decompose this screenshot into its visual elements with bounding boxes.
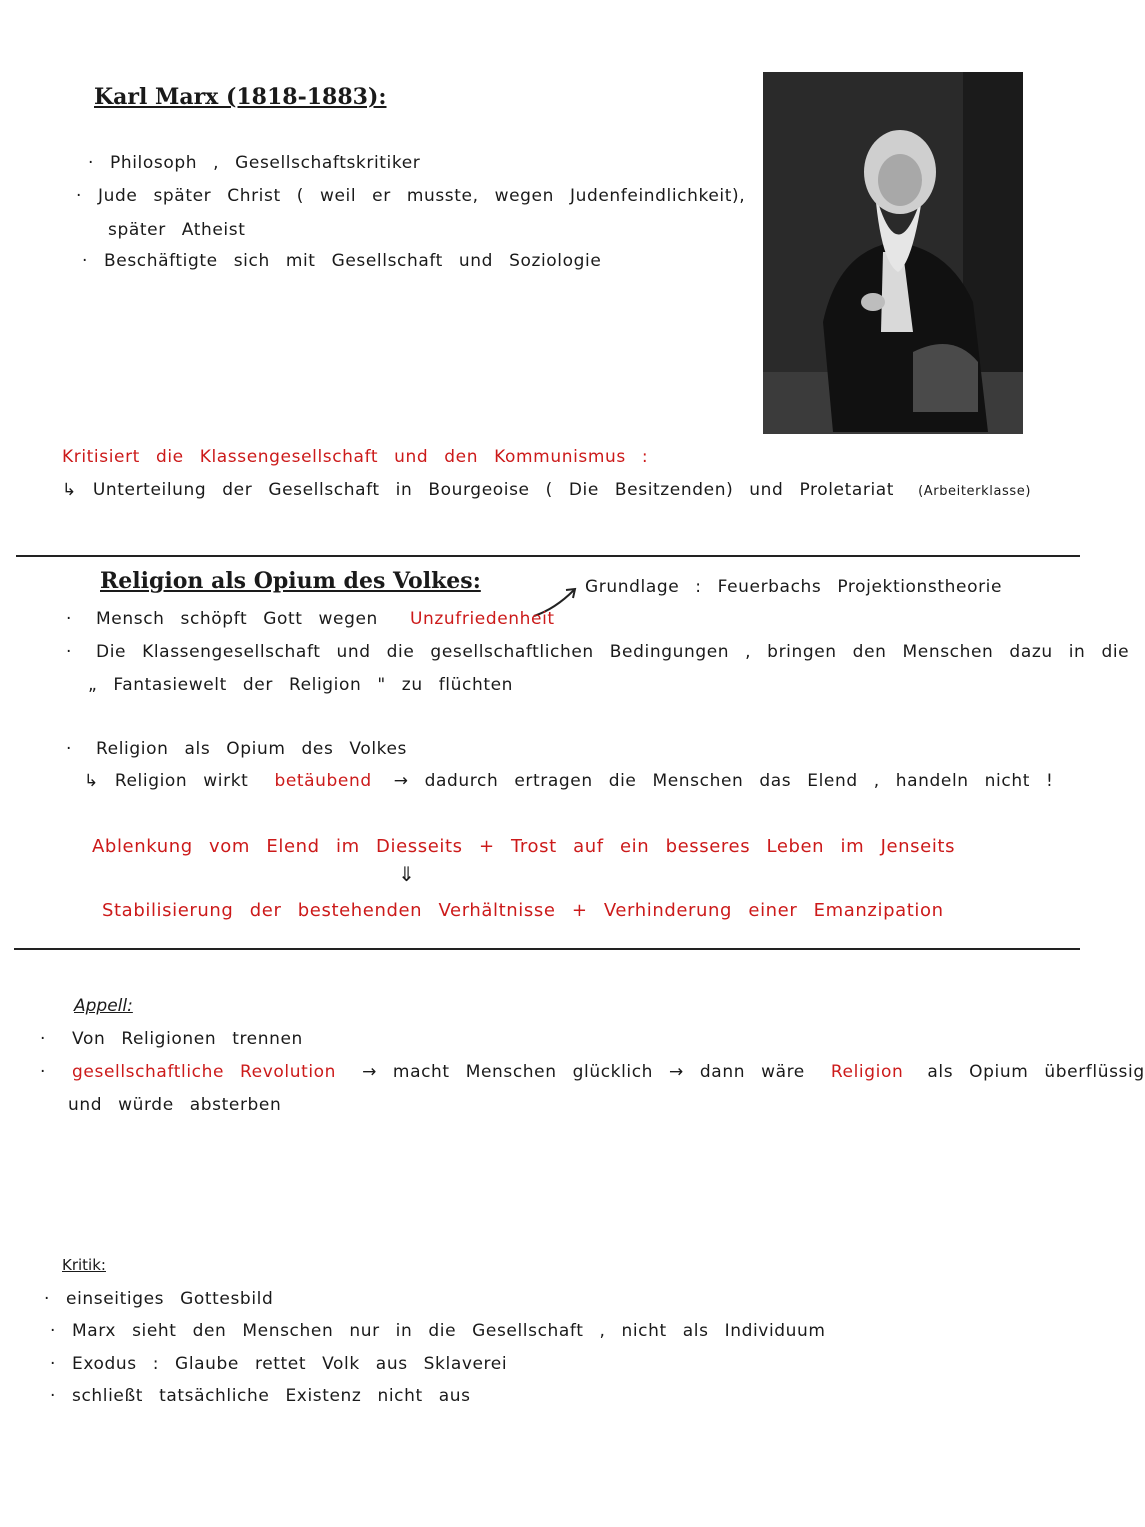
appeal-item: · Von Religionen trennen bbox=[40, 1029, 303, 1049]
religion-line-text: Religion als Opium des Volkes bbox=[96, 739, 408, 759]
down-arrow-icon: ⇓ bbox=[398, 862, 416, 886]
religion-line-text: Mensch schöpft Gott wegen bbox=[96, 609, 378, 629]
religion-line-text: ↳ Religion wirkt bbox=[84, 771, 249, 791]
religion-line bbox=[84, 771, 1053, 791]
appeal-item-text: als Opium überflüssig bbox=[927, 1062, 1145, 1082]
division-suffix: (Arbeiterklasse) bbox=[918, 484, 1032, 499]
religion-line-text: → dadurch ertragen die Menschen das Elend , handeln nicht ! bbox=[393, 771, 1054, 791]
karl-marx-portrait bbox=[763, 72, 1023, 434]
divider bbox=[16, 555, 1080, 557]
projection-theory-note: Grundlage : Feuerbachs Projektionstheorie bbox=[585, 577, 1003, 597]
highlight-dissatisfaction: Unzufriedenheit bbox=[409, 609, 555, 629]
critique-item: · Marx sieht den Menschen nur in die Gesellschaft , nicht als Individuum bbox=[50, 1321, 826, 1341]
critique-item: · einseitiges Gottesbild bbox=[44, 1289, 274, 1309]
bio-item: · Jude später Christ ( weil er musste, wegen Judenfeindlichkeit), bbox=[76, 186, 746, 206]
critique-line: Kritisiert die Klassengesellschaft und den Kommunismus : bbox=[62, 447, 649, 467]
division-prefix: ↳ Unterteilung der Gesellschaft in Bourgeoise ( Die Besitzenden) und Proletariat bbox=[62, 480, 895, 500]
highlight-revolution: gesellschaftliche Revolution bbox=[72, 1062, 337, 1082]
religion-line-text: Die Klassengesellschaft und die gesellschaftlichen Bedingungen , bringen den Menschen dazu in die bbox=[96, 642, 1130, 662]
critique-item: · schließt tatsächliche Existenz nicht aus bbox=[50, 1386, 471, 1406]
religion-line: · Mensch schöpft Gott wegen Unzufriedenheit bbox=[66, 609, 555, 629]
appeal-item-text: → macht Menschen glücklich → dann wäre bbox=[362, 1062, 805, 1082]
highlight-religion: Religion bbox=[830, 1062, 904, 1082]
consequence-line: Ablenkung vom Elend im Diesseits + Trost auf ein besseres Leben im Jenseits bbox=[92, 836, 956, 857]
religion-line: · Religion als Opium des Volkes bbox=[66, 739, 408, 759]
religion-line: · Die Klassengesellschaft und die gesellschaftlichen Bedingungen , bringen den Menschen dazu in die bbox=[66, 642, 1130, 662]
bio-item: später Atheist bbox=[108, 220, 246, 240]
section-heading-religion-opium: Religion als Opium des Volkes: bbox=[100, 568, 481, 594]
division-line bbox=[62, 480, 1031, 500]
highlight-numbing: betäubend bbox=[274, 771, 372, 791]
section-heading-appell: Appell: bbox=[74, 996, 133, 1016]
appeal-item-text: Von Religionen trennen bbox=[72, 1029, 303, 1049]
appeal-item: und würde absterben bbox=[68, 1095, 282, 1115]
appeal-item: · gesellschaftliche Revolution → macht Menschen glücklich → dann wäre Religion als Opium überflüssig bbox=[40, 1062, 1145, 1082]
bio-item: · Beschäftigte sich mit Gesellschaft und Soziologie bbox=[82, 251, 602, 271]
portrait-illustration bbox=[763, 72, 1023, 434]
religion-line: „ Fantasiewelt der Religion " zu flüchten bbox=[88, 675, 514, 695]
bio-item: · Philosoph , Gesellschaftskritiker bbox=[88, 153, 421, 173]
divider bbox=[14, 948, 1080, 950]
critique-item: · Exodus : Glaube rettet Volk aus Sklaverei bbox=[50, 1354, 508, 1374]
consequence-line: Stabilisierung der bestehenden Verhältnisse + Verhinderung einer Emanzipation bbox=[102, 900, 944, 921]
section-heading-karl-marx: Karl Marx (1818-1883): bbox=[94, 84, 387, 110]
section-heading-kritik: Kritik: bbox=[62, 1256, 106, 1274]
